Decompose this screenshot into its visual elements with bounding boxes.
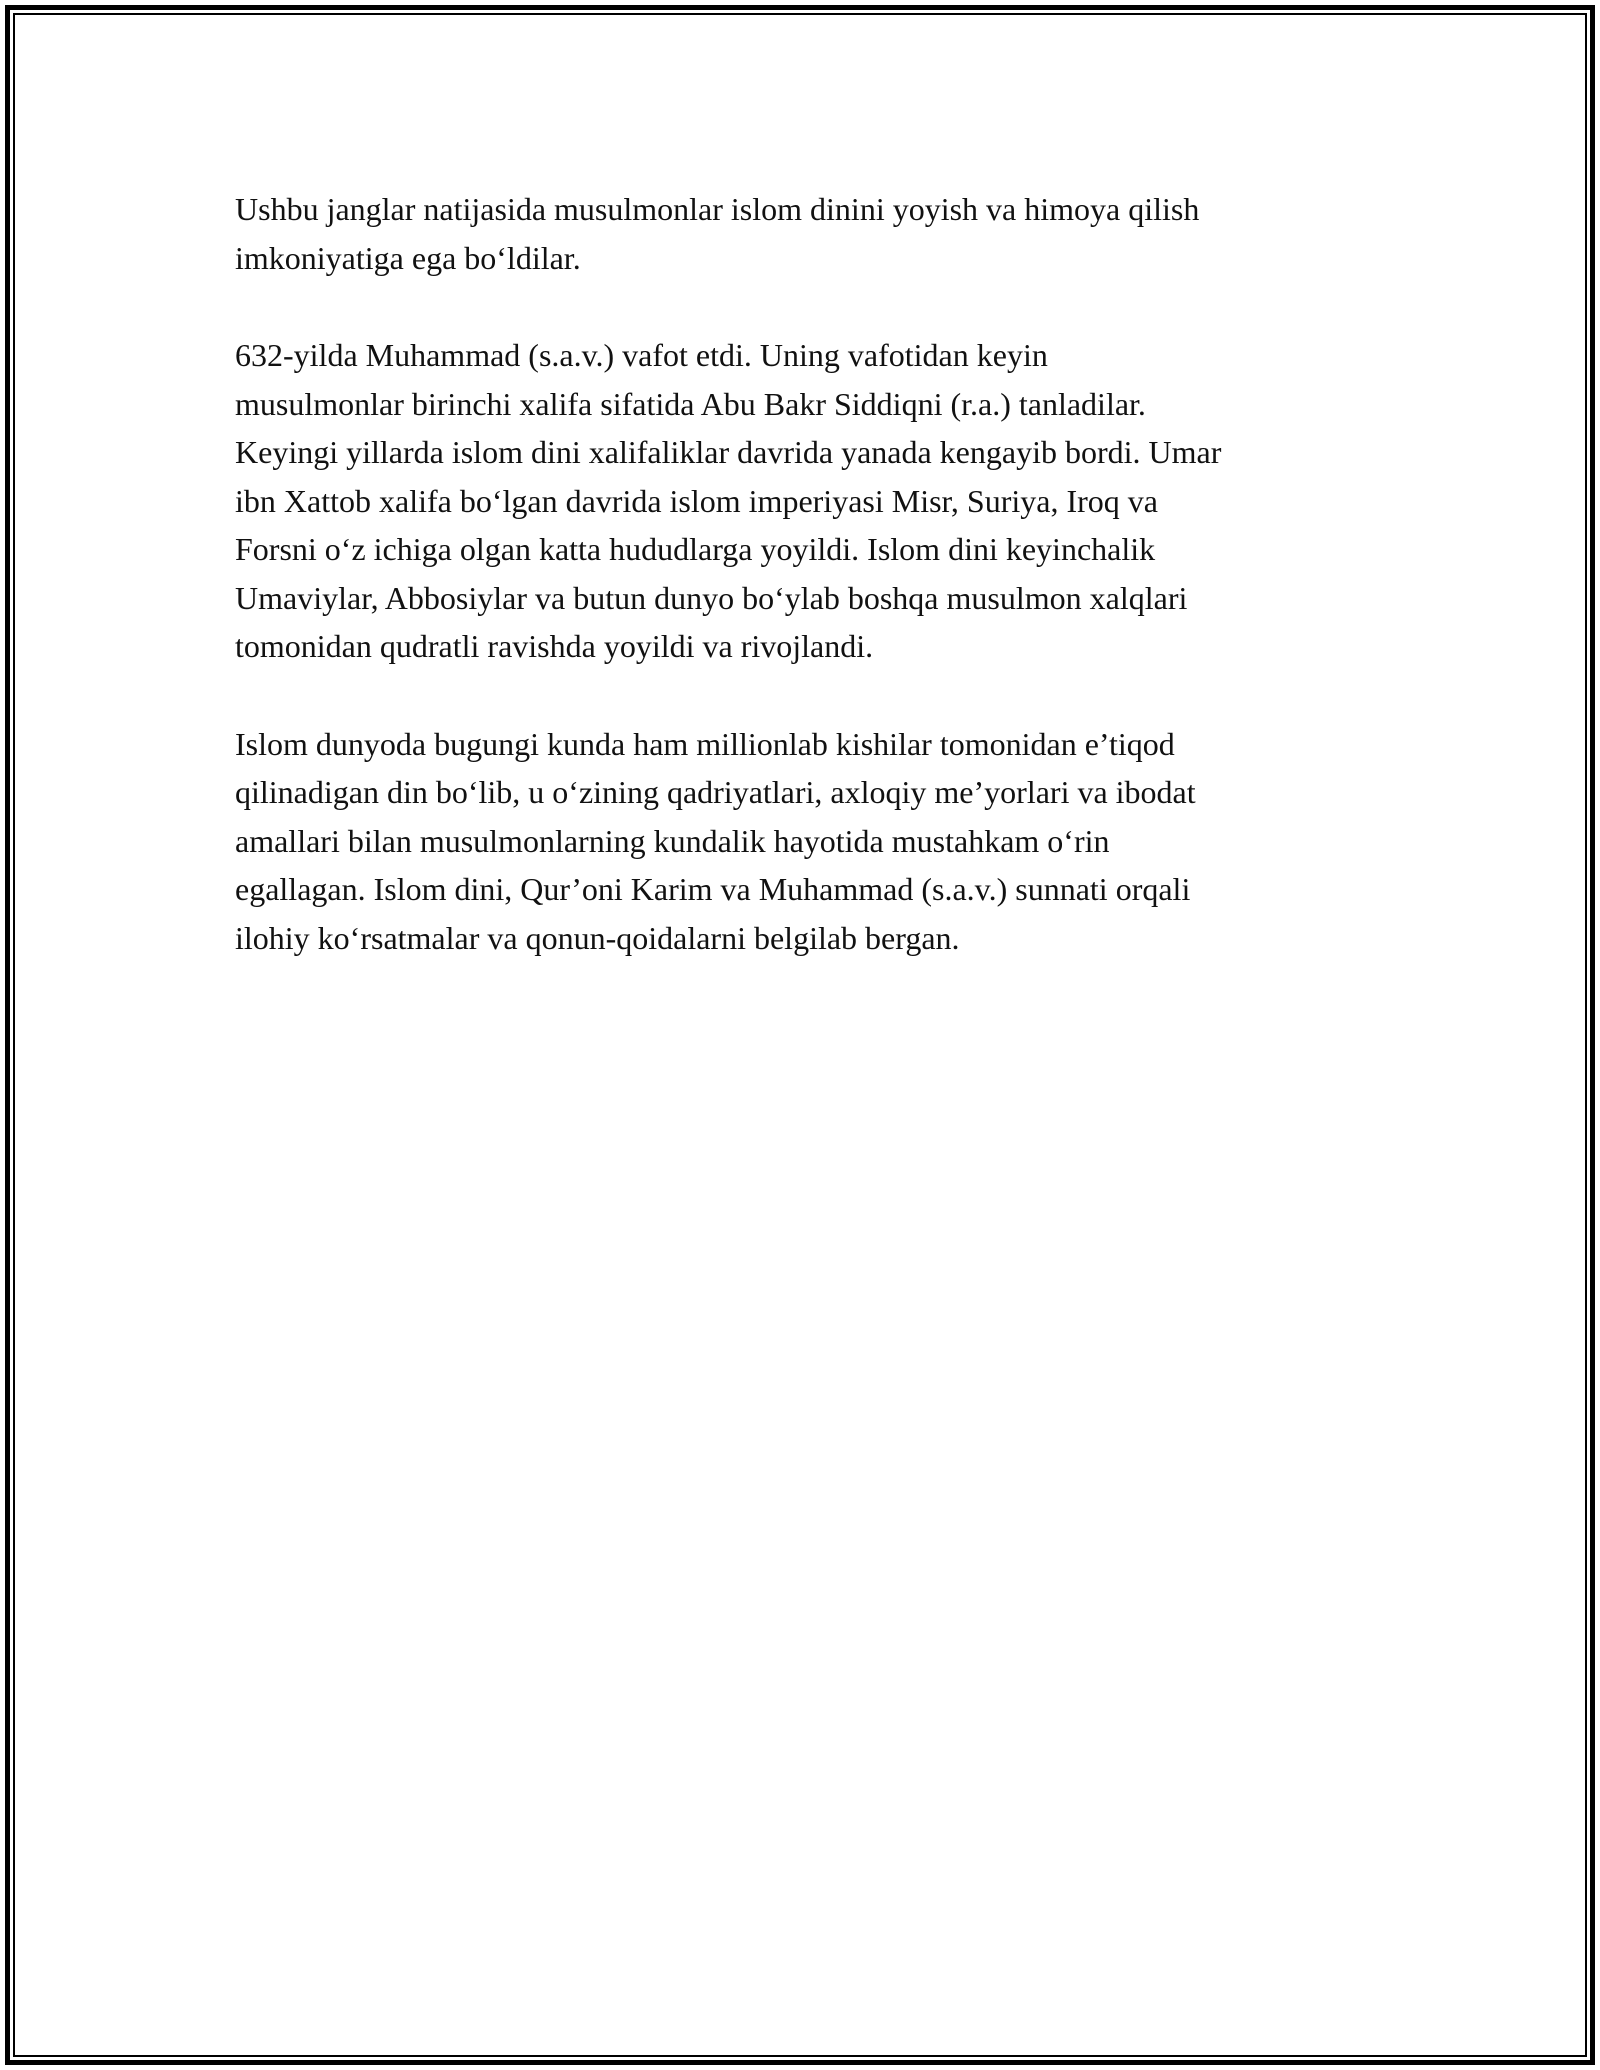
document-body (235, 185, 1375, 1011)
text-line: ibn Xattob xalifa bo‘lgan davrida islom imperiyasi Misr, Suriya, Iroq va (235, 482, 1158, 519)
text-line: Forsni o‘z ichiga olgan katta hududlarga yoyildi. Islom dini keyinchalik (235, 531, 1156, 567)
text-line: Umaviylar, Abbosiylar va butun dunyo bo‘ylab boshqa musulmon xalqlari (235, 579, 1188, 616)
text-line: Islom dunyoda bugungi kunda ham millionlab kishilar tomonidan e’tiqod (235, 725, 1175, 762)
text-line: imkoniyatiga ega bo‘ldilar. (235, 239, 581, 276)
paragraph-2 (235, 331, 1375, 671)
paragraph-1 (235, 185, 1375, 282)
text-line: egallagan. Islom dini, Qur’oni Karim va Muhammad (s.a.v.) sunnati orqali (235, 871, 1191, 907)
text-line: ilohiy ko‘rsatmalar va qonun-qoidalarni belgilab bergan. (235, 919, 960, 956)
paragraph-3 (235, 720, 1375, 963)
text-line: Keyingi yillarda islom dini xalifaliklar davrida yanada kengayib bordi. Umar (235, 434, 1222, 470)
text-line: amallari bilan musulmonlarning kundalik hayotida mustahkam o‘rin (235, 822, 1110, 859)
text-line: Ushbu janglar natijasida musulmonlar islom dinini yoyish va himoya qilish (235, 191, 1200, 227)
text-line: musulmonlar birinchi xalifa sifatida Abu Bakr Siddiqni (r.a.) tanladilar. (235, 385, 1146, 422)
text-line: 632-yilda Muhammad (s.a.v.) vafot etdi. Uning vafotidan keyin (235, 337, 1048, 373)
text-line: qilinadigan din bo‘lib, u o‘zining qadriyatlari, axloqiy me’yorlari va ibodat (235, 774, 1196, 810)
text-line: tomonidan qudratli ravishda yoyildi va rivojlandi. (235, 628, 874, 664)
